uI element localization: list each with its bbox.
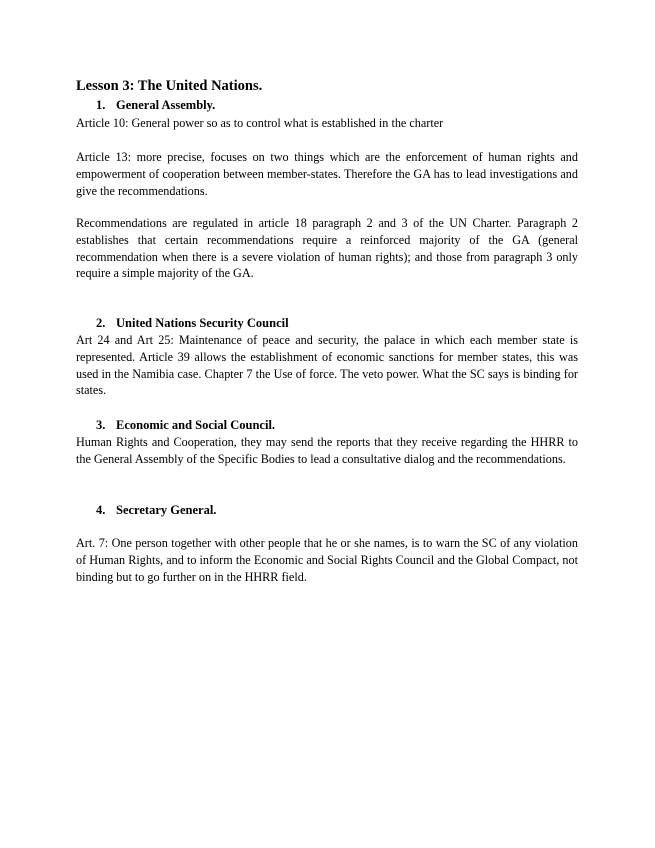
section-number: 4. (96, 503, 106, 517)
paragraph-recommendations: Recommendations are regulated in article 18 paragraph 2 and 3 of the UN Charter. Paragraph 2 establishes that certain recommendations require a reinforced majority of the GA (general recommendation when there is a severe violation of human rights); and those from paragraph 3 only require a simple majority of the GA. (76, 216, 578, 281)
section-number: 2. (96, 316, 106, 330)
section-heading-text: Secretary General. (116, 503, 217, 517)
section-heading-economic-social-council (96, 417, 275, 433)
section-number: 1. (96, 98, 106, 112)
section-heading-secretary-general (96, 502, 216, 518)
section-heading-security-council (96, 315, 289, 331)
document-title: Lesson 3: The United Nations. (76, 78, 263, 94)
paragraph-security-council: Art 24 and Art 25: Maintenance of peace and security, the palace in which each member state is represented. Article 39 allows the establishment of economic sanctions for member states, this was used in the Namibia case. Chapter 7 the Use of force. The veto power. What the SC says is binding for states. (76, 333, 578, 398)
section-heading-general-assembly (96, 97, 215, 113)
paragraph-economic-social-council: Human Rights and Cooperation, they may send the reports that they receive regarding the HHRR to the General Assembly of the Specific Bodies to lead a consultative dialog and the recommendations. (76, 435, 578, 466)
section-number: 3. (96, 418, 106, 432)
paragraph-secretary-general: Art. 7: One person together with other people that he or she names, is to warn the SC of any violation of Human Rights, and to inform the Economic and Social Rights Council and the Global Compact, not binding but to go further on in the HHRR field. (76, 536, 578, 584)
paragraph-article-13: Article 13: more precise, focuses on two things which are the enforcement of human rights and empowerment of cooperation between member-states. Therefore the GA has to lead investigations and give the recommendations. (76, 150, 578, 198)
section-heading-text: Economic and Social Council. (116, 418, 276, 432)
section-heading-text: United Nations Security Council (116, 316, 289, 330)
section-heading-text: General Assembly. (116, 98, 216, 112)
paragraph-article-10: Article 10: General power so as to control what is established in the charter (76, 116, 444, 130)
